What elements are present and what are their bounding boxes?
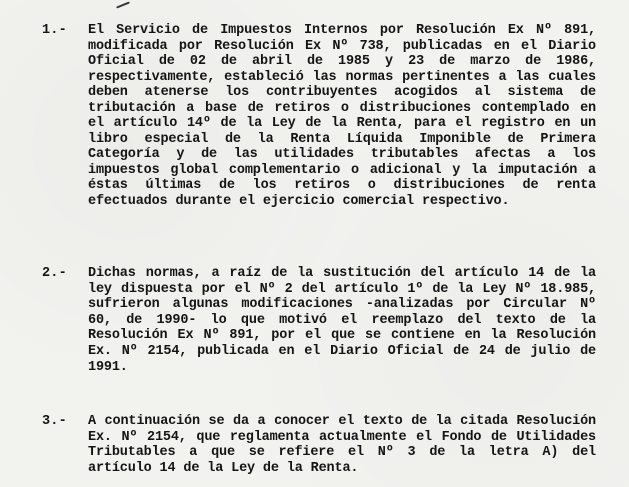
paragraph-text: Dichas normas, a raíz de la sustitución del artículo 14 de la ley dispuesta por el Nº 2 del artículo 1º de la Ley Nº 18.985, sufrieron algunas modificaciones -analizadas por Circular Nº 60, de 1990- lo que motivó el reemplazo del texto de la Resolución Ex Nº 891, por el que se contiene en la Resolución Ex. Nº 2154, publicada en el Diario Oficial de 24 de julio de 1991.	[88, 266, 596, 375]
paragraph-number: 1.-	[42, 23, 67, 38]
paragraph-text: A continuación se da a conocer el texto de la citada Resolución Ex. Nº 2154, que reglamenta actualmente el Fondo de Utilidades Tributables a que se refiere el Nº 3 de la letra A) del artículo 14 de la Ley de la Renta.	[88, 414, 596, 476]
paragraph-text: El Servicio de Impuestos Internos por Resolución Ex Nº 891, modificada por Resolución Ex Nº 738, publicadas en el Diario Oficial de 02 de abril de 1985 y 23 de marzo de 1986, respectivamente, estableció las normas pertinentes a las cuales deben atenerse los contribuyentes acogidos al sistema de tributación a base de retiros o distribuciones contemplado en el artículo 14º de la Ley de la Renta, para el registro en un libro especial de la Renta Líquida Imponible de Primera Categoría y de las utilidades tributables afectas a los impuestos global complementario o adicional y la imputación a éstas últimas de los retiros o distribuciones de renta efectuados durante el ejercicio comercial respectivo.	[88, 23, 596, 209]
pen-mark	[116, 1, 130, 8]
paragraph-number: 2.-	[42, 266, 67, 281]
paragraph-number: 3.-	[42, 414, 67, 429]
